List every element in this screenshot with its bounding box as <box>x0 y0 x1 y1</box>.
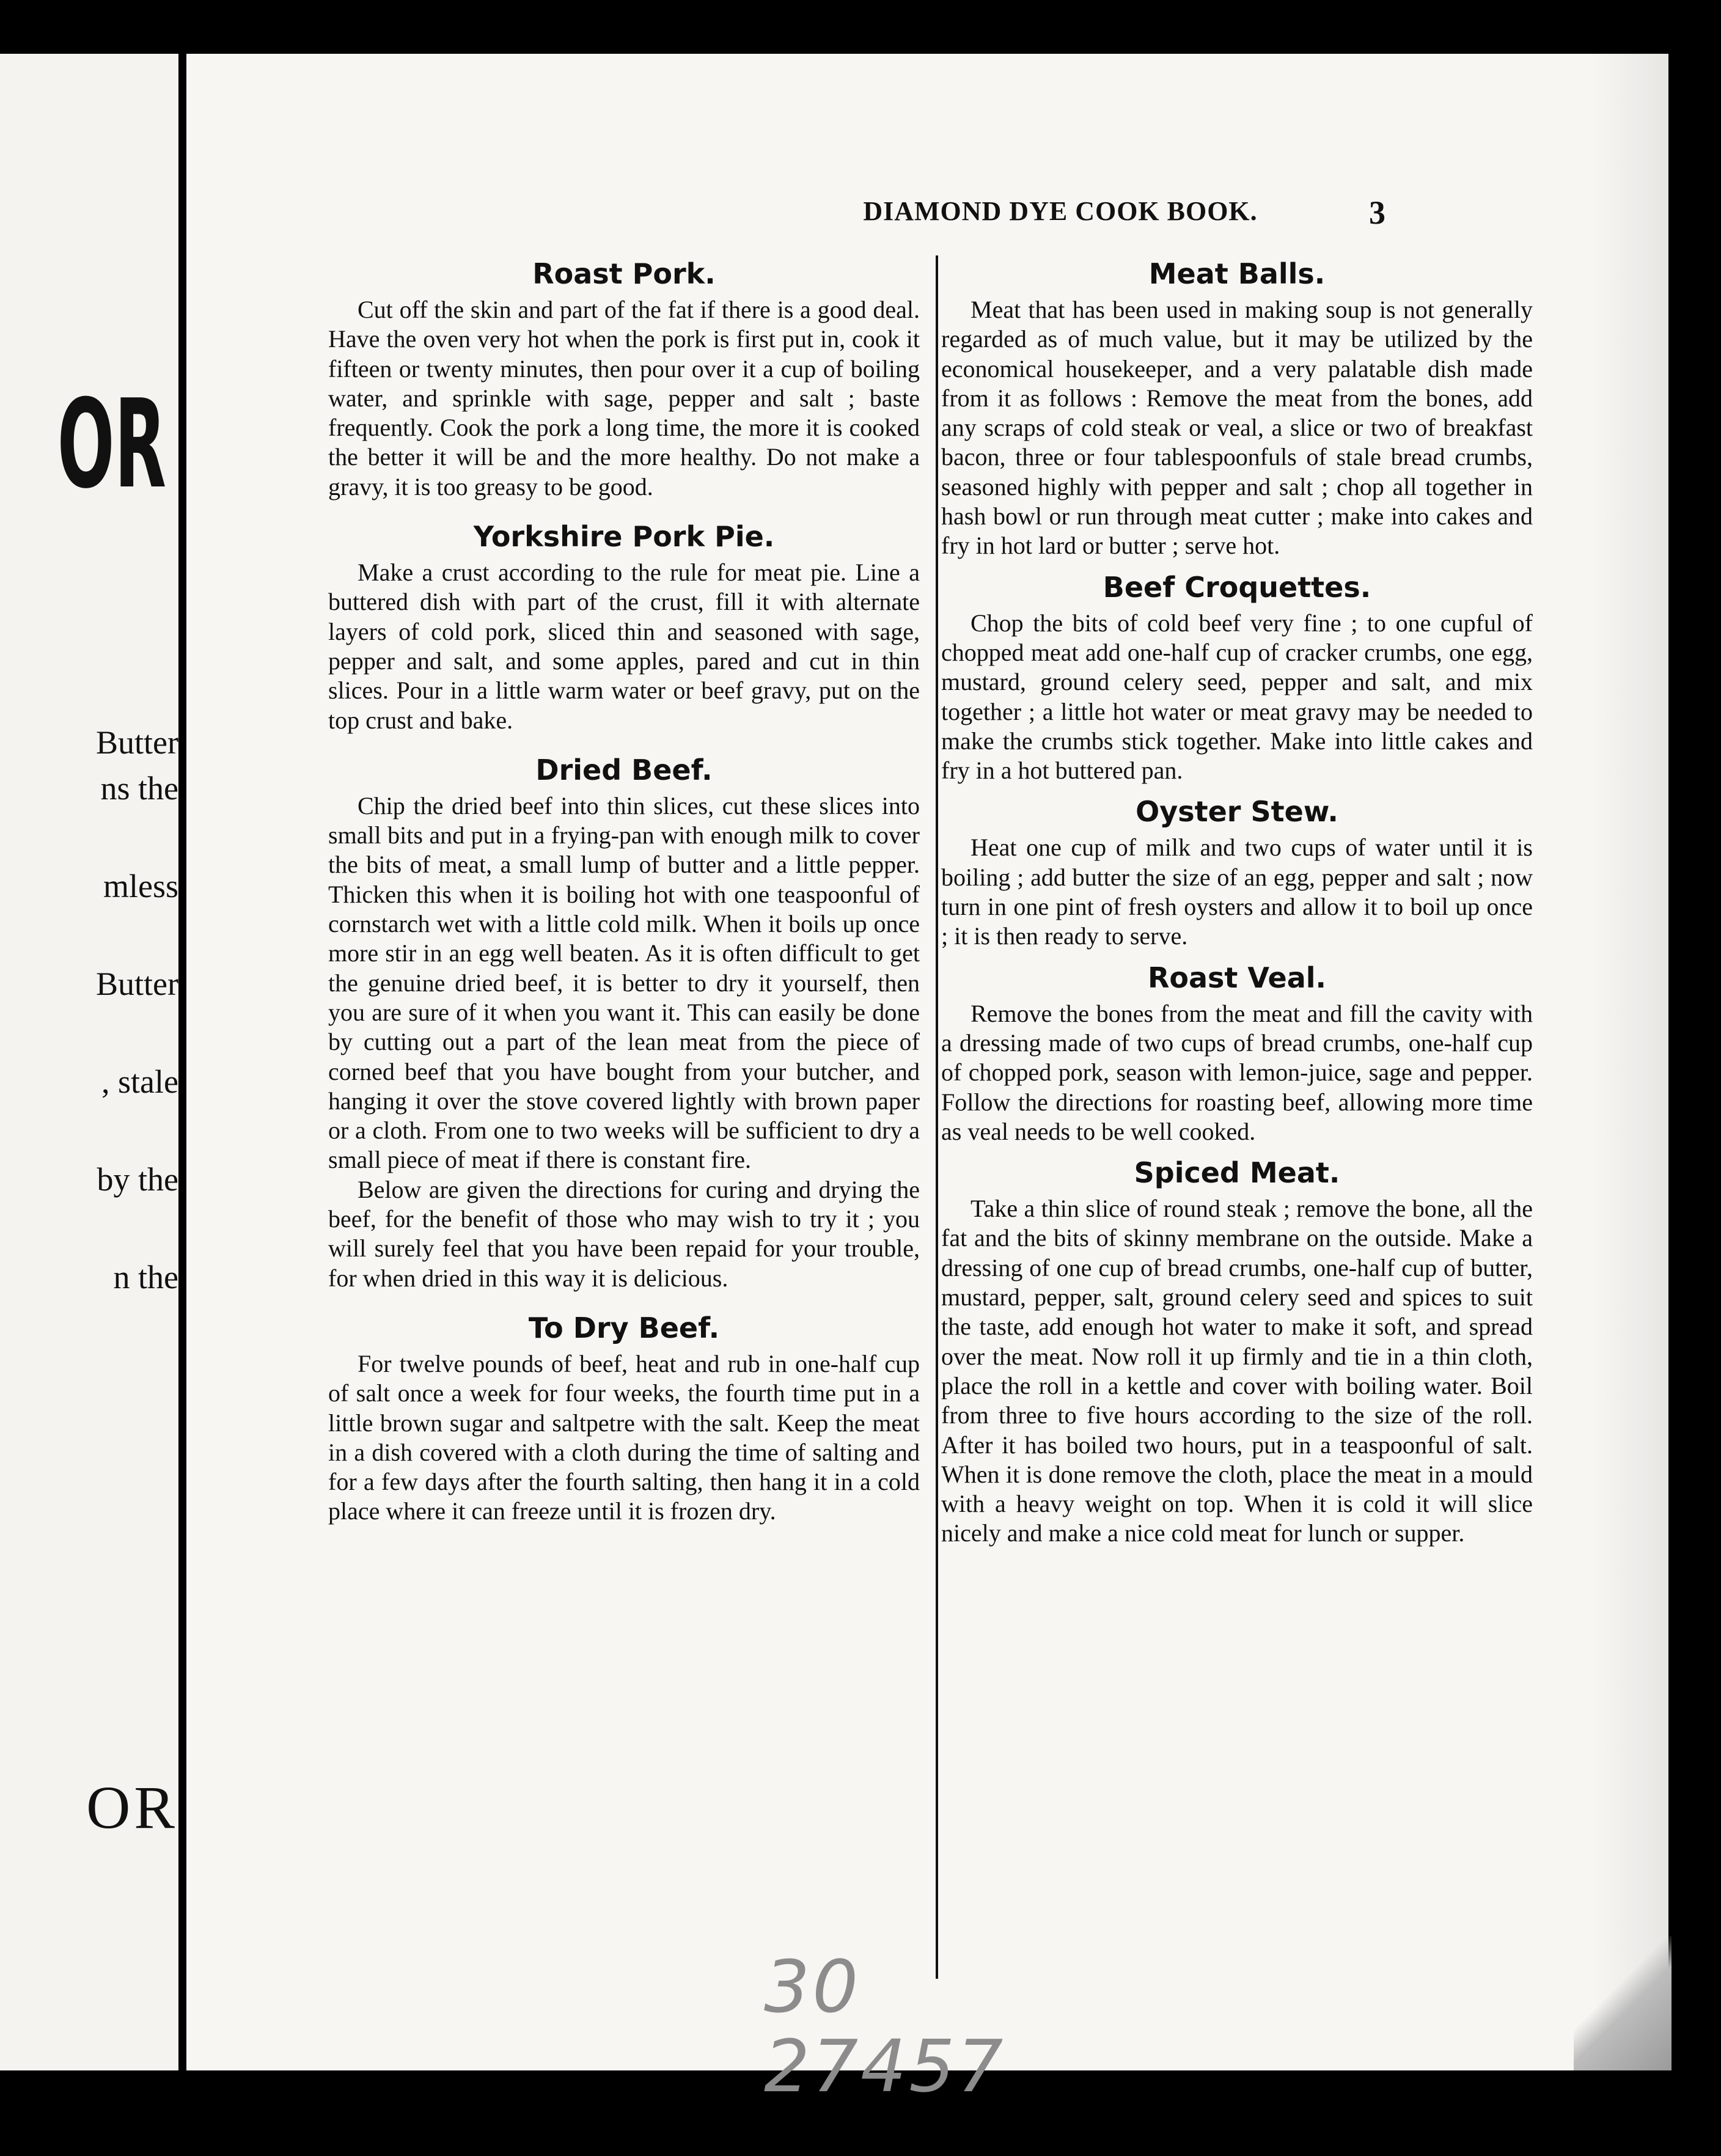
page-curl <box>1574 1936 1671 2070</box>
recipe-text: Meat that has been used in making soup is not generally regarded as of much value, but it may be utilized by the economical housekeeper, and a very palatable dish made from it as follows : Remove the meat from the bones, add any scraps of cold steak or veal, a slice or two of breakfast bacon, three or four tablespoonfuls of stale bread crumbs, seasoned highly with pepper and salt ; chop all together in hash bowl or run through meat cutter ; make into cakes and fry in hot lard or butter ; serve hot. <box>941 296 1533 560</box>
left-column <box>328 252 920 1527</box>
adjacent-page-text: ns the <box>100 770 178 807</box>
recipe-text: Make a crust according to the rule for meat pie. Line a buttered dish with part of the crust, fill it with alternate layers of cold pork, sliced thin and seasoned with sage, pepper and salt, and some apples, pared and cut in thin slices. Pour in a little warm water or beef gravy, put on the top crust and bake. <box>328 559 920 734</box>
adjacent-page-text: , stale <box>101 1063 178 1100</box>
recipe-yorkshire-pork-pie <box>328 515 920 735</box>
page-number: 3 <box>1369 194 1385 231</box>
adjacent-page-text: mless <box>103 868 178 904</box>
recipe-text: Chip the dried beef into thin slices, cut these slices into small bits and put in a frying-pan with enough milk to cover the bits of meat, a small lump of butter and a little pepper. Thicken this when it is boiling hot with one teaspoonful of cornstarch wet with a little cold milk. When it boils up once more stir in an egg well beaten. As it is often difficult to get the genuine dried beef, it is better to dry it yourself, then you are sure of it when you want it. This can easily be done by cutting out a part of the lean meat from the piece of corned beef that you have bought from your butcher, and hanging it over the stove covered lightly with brown paper or a cloth. From one to two weeks will be sufficient to dry a small piece of meat if there is constant fire. <box>328 791 920 1174</box>
recipe-text: For twelve pounds of beef, heat and rub in one-half cup of salt once a week for four weeks, the fourth time put in a little brown sugar and saltpetre with the salt. Keep the meat in a dish covered with a cloth during the time of salting and for a few days after the fourth salting, then hang it in a cold place where it can freeze until it is frozen dry. <box>328 1349 920 1525</box>
page-edge-shadow <box>1592 54 1668 2070</box>
running-header: DIAMOND DYE COOK BOOK. <box>863 196 1258 226</box>
recipe-title: To Dry Beef. <box>528 1311 720 1344</box>
column-divider <box>936 255 938 1979</box>
recipe-roast-pork <box>328 252 920 502</box>
recipe-title: Roast Pork. <box>532 257 716 290</box>
recipe-beef-croquettes <box>941 566 1533 786</box>
recipe-title: Roast Veal. <box>1147 961 1326 994</box>
recipe-title: Dried Beef. <box>535 753 713 787</box>
recipe-text: Take a thin slice of round steak ; remove the bone, all the fat and the bits of skinny membrane on the outside. Make a dressing of one cup of bread crumbs, one-half cup of butter, mustard, pepper, salt, ground celery seed and spices to suit the taste, add enough hot water to make it soft, and spread over the meat. Now roll it up firmly and tie in a thin cloth, place the roll in a kettle and cover with boiling water. Boil from three to five hours according to the size of the roll. After it has boiled two hours, put in a teaspoonful of salt. When it is done remove the cloth, place the meat in a mould with a heavy weight on top. When it is cold it will slice nicely and make a nice cold meat for lunch or supper. <box>941 1195 1533 1547</box>
recipe-dried-beef <box>328 749 920 1293</box>
recipe-title: Oyster Stew. <box>1136 795 1338 829</box>
recipe-title: Yorkshire Pork Pie. <box>473 520 775 554</box>
right-column <box>941 252 1533 1549</box>
adjacent-page-text: OR <box>57 373 166 516</box>
recipe-text: Heat one cup of milk and two cups of water until it is boiling ; add butter the size of an egg, pepper and salt ; now turn in one pint of fresh oysters and allow it to boil up once ; it is then ready to serve. <box>941 834 1533 950</box>
recipe-text: Below are given the directions for curing and drying the beef, for the benefit of those who may wish to try it ; you will surely feel that you have been repaid for your trouble, for when dried in this way it is delicious. <box>328 1175 920 1292</box>
adjacent-page-fragment <box>0 54 178 2070</box>
adjacent-page-text: Butter <box>96 724 178 761</box>
adjacent-page-text: by the <box>97 1161 178 1198</box>
recipe-text: Cut off the skin and part of the fat if there is a good deal. Have the oven very hot when the pork is first put in, cook it fifteen or twenty minutes, then pour over it a cup of boiling water, and sprinkle with sage, pepper and salt ; baste frequently. Cook the pork a long time, the more it is cooked the better it will be and the more healthy. Do not make a gravy, it is too greasy to be good. <box>328 296 920 501</box>
adjacent-page-text: OR <box>86 1773 178 1841</box>
recipe-to-dry-beef <box>328 1307 920 1527</box>
adjacent-page-text: n the <box>113 1259 178 1296</box>
adjacent-page-text: Butter <box>96 966 178 1002</box>
recipe-roast-veal <box>941 956 1533 1146</box>
handwritten-archive-number: 30 27457 <box>764 1945 1006 2108</box>
cookbook-page <box>186 54 1668 2108</box>
recipe-oyster-stew <box>941 790 1533 951</box>
recipe-text: Remove the bones from the meat and fill the cavity with a dressing made of two cups of bread crumbs, one-half cup of chopped pork, season with lemon-juice, sage and pepper. Follow the directions for roasting beef, allowing more time as veal needs to be well cooked. <box>941 999 1533 1145</box>
recipe-title: Meat Balls. <box>1148 257 1326 290</box>
recipe-title: Spiced Meat. <box>1134 1156 1340 1190</box>
recipe-meat-balls <box>941 252 1533 561</box>
recipe-text: Chop the bits of cold beef very fine ; to one cupful of chopped meat add one-half cup of cracker crumbs, one egg, mustard, ground celery seed, pepper and salt, and mix together ; a little hot water or meat gravy may be needed to make the crumbs stick together. Make into little cakes and fry in a hot buttered pan. <box>941 609 1533 785</box>
recipe-spiced-meat <box>941 1151 1533 1549</box>
recipe-title: Beef Croquettes. <box>1103 570 1371 604</box>
